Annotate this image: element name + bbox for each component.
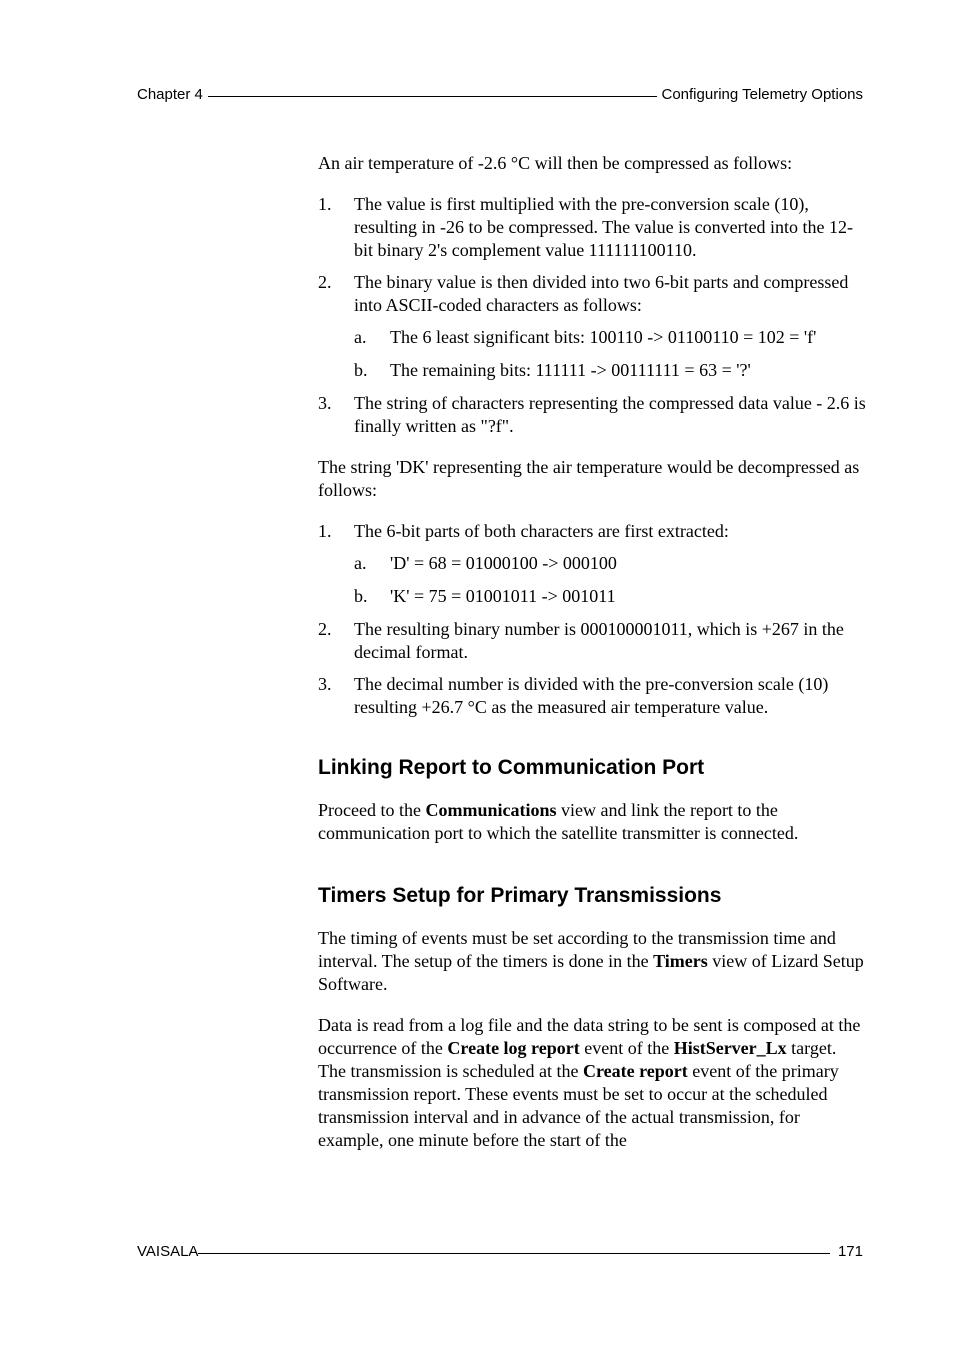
ui-term: Create report: [582, 1061, 688, 1081]
text-run: event of the: [579, 1038, 674, 1058]
text-run: target. The transmission is scheduled at the: [318, 1038, 837, 1081]
sub-list-text: The 6 least significant bits: 100110 -> 01100110 = 102 = 'f': [390, 327, 817, 347]
ui-term: Communications: [425, 800, 557, 820]
text-run: The timing of events must be set according to the transmission time and interval. The setup of the timers is done in the: [318, 928, 836, 971]
text-run: event of the primary transmission report. These events must be set to occur at the scheduled transmission interval and in advance of the actual transmission, for example, one minute before the start of the: [318, 1061, 839, 1150]
list-text: The string of characters representing the compressed data value - 2.6 is finally written as "?f".: [354, 393, 866, 436]
list-item: [318, 193, 866, 262]
list-text: The binary value is then divided into two 6-bit parts and compressed into ASCII-coded characters as follows:: [354, 272, 849, 315]
list-number: 1.: [318, 194, 332, 214]
company-name: VAISALA: [137, 1243, 199, 1260]
list-number: 3.: [318, 393, 332, 413]
list-number: 1.: [318, 521, 332, 541]
sub-list-item: [354, 552, 866, 575]
sub-list-letter: a.: [354, 553, 367, 573]
sub-list-letter: b.: [354, 586, 368, 606]
header-rule: [208, 96, 657, 97]
section-heading: Timers Setup for Primary Transmissions: [318, 884, 722, 907]
text-run: Data is read from a log file and the data string to be sent is composed at the occurrence of the: [318, 1015, 861, 1058]
body-paragraph: [318, 799, 866, 845]
sub-list: [354, 326, 866, 382]
sub-list: [354, 552, 866, 608]
list-text: The decimal number is divided with the pre-conversion scale (10) resulting +26.7 °C as the measured air temperature value.: [354, 674, 829, 717]
text-run: Proceed to the: [318, 800, 426, 820]
list-item: [318, 618, 866, 664]
page-footer: [137, 1243, 863, 1260]
sub-list-item: [354, 585, 866, 608]
section-heading: Linking Report to Communication Port: [318, 756, 705, 779]
compression-steps: [318, 193, 866, 438]
page-header: [137, 86, 863, 103]
ui-term: Timers: [653, 951, 708, 971]
decompression-steps: [318, 520, 866, 719]
sub-list-text: 'K' = 75 = 01001011 -> 001011: [390, 586, 616, 606]
footer-rule: [198, 1253, 830, 1254]
sub-list-text: 'D' = 68 = 01000100 -> 000100: [390, 553, 617, 573]
page-content: [318, 152, 866, 1152]
body-paragraph: [318, 1014, 866, 1152]
page-number: 171: [837, 1243, 863, 1260]
sub-list-text: The remaining bits: 111111 -> 00111111 = 63 = '?': [390, 360, 751, 380]
list-number: 2.: [318, 619, 332, 639]
decompress-intro-paragraph: The string 'DK' representing the air temperature would be decompressed as follows:: [318, 457, 860, 500]
list-text: The 6-bit parts of both characters are first extracted:: [354, 521, 729, 541]
list-item: [318, 392, 866, 438]
section-title: Configuring Telemetry Options: [661, 86, 863, 103]
list-item: [318, 271, 866, 382]
list-text: The value is first multiplied with the pre-conversion scale (10), resulting in -26 to be compressed. The value is converted into the 12-bit binary 2's complement value 111111100110.: [354, 194, 854, 260]
intro-paragraph: An air temperature of -2.6 °C will then be compressed as follows:: [318, 153, 793, 173]
list-item: [318, 673, 866, 719]
sub-list-item: [354, 326, 866, 349]
list-text: The resulting binary number is 000100001011, which is +267 in the decimal format.: [354, 619, 844, 662]
list-number: 2.: [318, 272, 332, 292]
body-paragraph: [318, 927, 866, 996]
sub-list-item: [354, 359, 866, 382]
list-number: 3.: [318, 674, 332, 694]
text-run: view and link the report to the communication port to which the satellite transmitter is connected.: [318, 800, 799, 843]
text-run: view of Lizard Setup Software.: [318, 951, 864, 994]
sub-list-letter: a.: [354, 327, 367, 347]
list-item: [318, 520, 866, 608]
ui-term: HistServer_Lx: [673, 1038, 787, 1058]
ui-term: Create log report: [447, 1038, 580, 1058]
sub-list-letter: b.: [354, 360, 368, 380]
chapter-label: Chapter 4: [137, 86, 203, 103]
